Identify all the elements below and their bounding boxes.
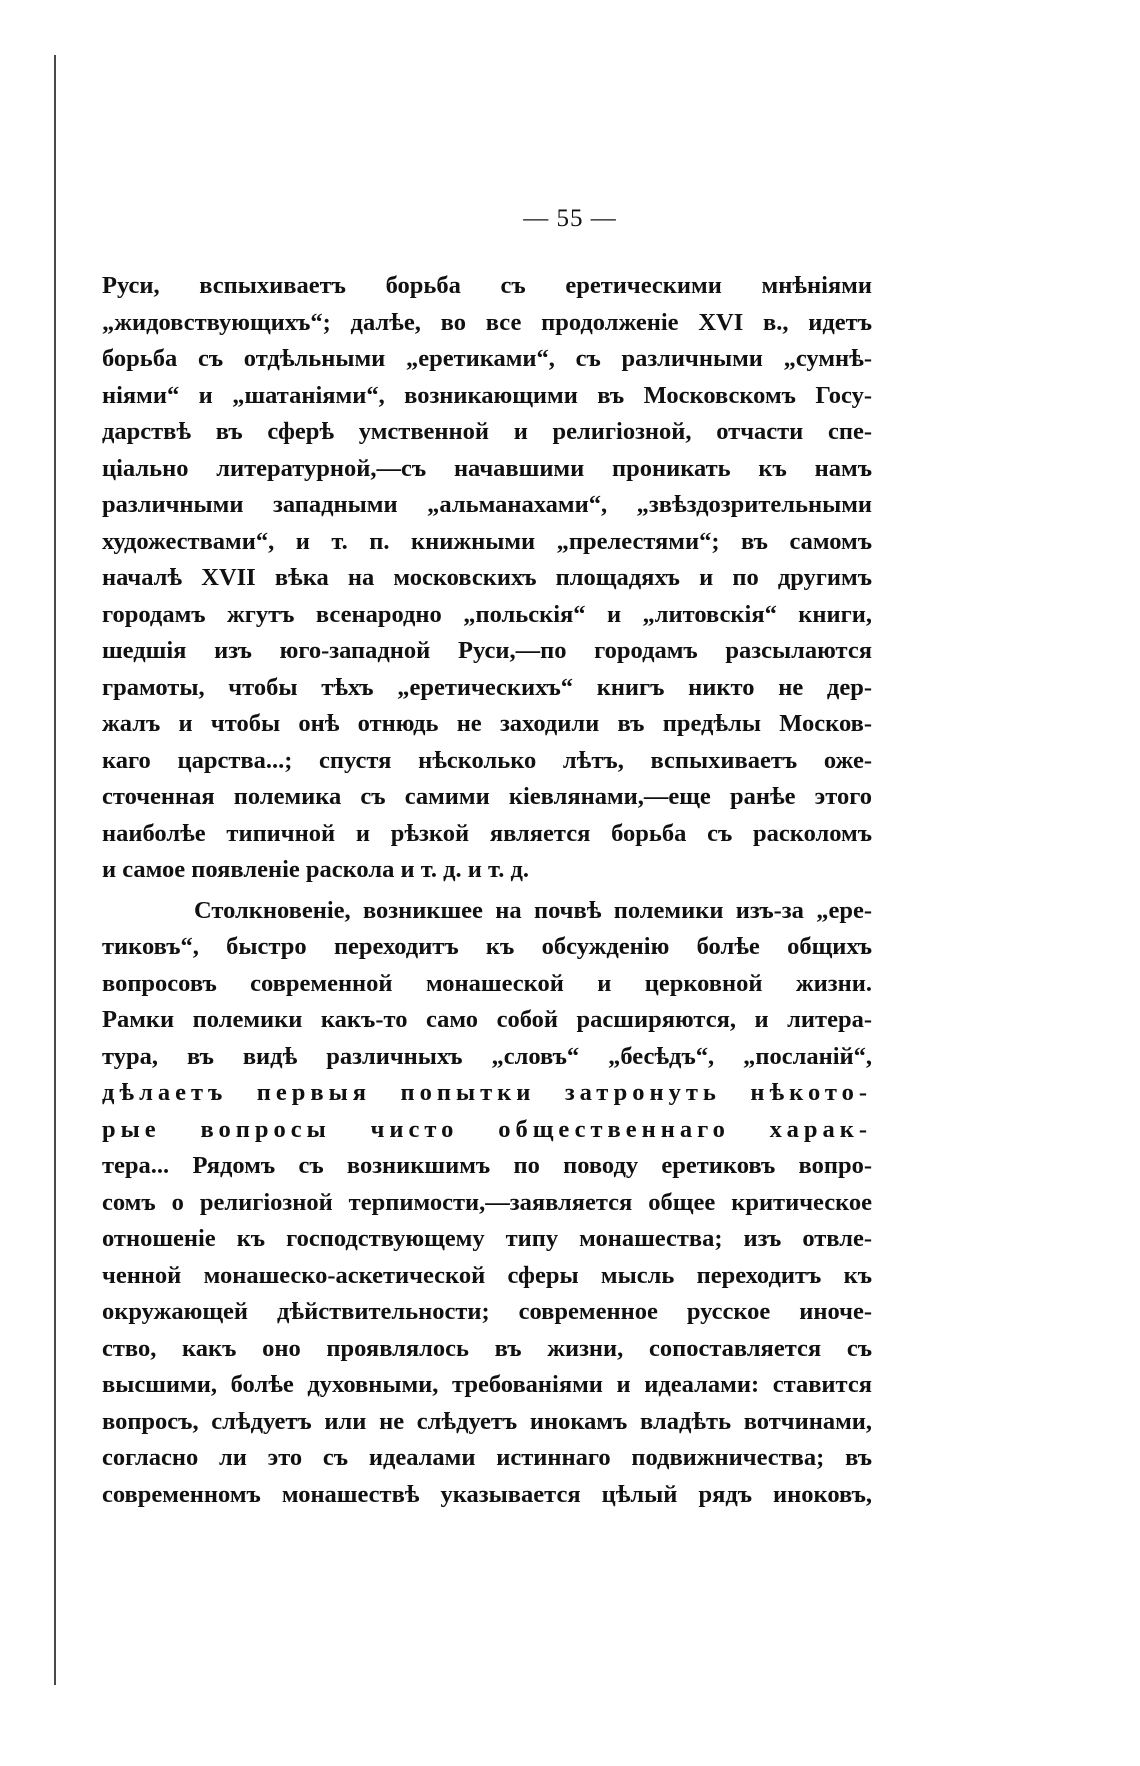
- text-line: Рамки полемики какъ-то само собой расширяются, и литера-: [102, 1006, 872, 1033]
- text-line: ченной монашеско-аскетической сферы мысль переходитъ къ: [102, 1261, 872, 1289]
- text-line: каго царства...; спустя нѣсколько лѣтъ, вспыхиваетъ оже-: [102, 746, 872, 774]
- text-line: борьба съ отдѣльными „еретиками“, съ различными „сумнѣ-: [102, 345, 872, 372]
- text-line: Руси, вспыхиваетъ борьба съ еретическими мнѣніями: [102, 272, 872, 299]
- text-line: художествами“, и т. п. книжными „прелестями“; въ самомъ: [102, 527, 872, 555]
- text-line: и самое появленіе раскола и т. д. и т. д.: [102, 856, 530, 883]
- page-number: — 55 —: [523, 205, 617, 232]
- text-line: „жидовствующихъ“; далѣе, во все продолженіе XVI в., идетъ: [102, 308, 872, 336]
- text-line: различными западными „альманахами“, „звѣздозрительными: [102, 491, 872, 518]
- text-line: шедшія изъ юго-западной Руси,—по городамъ разсылаются: [102, 637, 872, 664]
- text-line: рые вопросы чисто общественнаго харак-: [102, 1115, 872, 1143]
- text-line: тиковъ“, быстро переходитъ къ обсужденію болѣе общихъ: [102, 933, 872, 960]
- text-line: тера... Рядомъ съ возникшимъ по поводу еретиковъ вопро-: [102, 1152, 872, 1179]
- text-line: городамъ жгутъ всенародно „польскія“ и „литовскія“ книги,: [102, 600, 872, 628]
- text-line: дѣлаетъ первыя попытки затронуть нѣкото-: [102, 1079, 872, 1106]
- text-line: сточенная полемика съ самими кіевлянами,—еще ранѣе этого: [102, 783, 872, 810]
- text-line: вопросъ, слѣдуетъ или не слѣдуетъ инокамъ владѣть вотчинами,: [102, 1407, 872, 1435]
- text-line: согласно ли это съ идеалами истиннаго подвижничества; въ: [102, 1444, 872, 1471]
- text-line: окружающей дѣйствительности; современное русское иноче-: [102, 1298, 872, 1325]
- body-text: [102, 268, 872, 1513]
- text-line: отношеніе къ господствующему типу монашества; изъ отвле-: [102, 1225, 872, 1252]
- text-line: современномъ монашествѣ указывается цѣлый рядъ иноковъ,: [102, 1480, 872, 1508]
- text-line: тура, въ видѣ различныхъ „словъ“ „бесѣдъ“, „посланій“,: [102, 1042, 872, 1070]
- text-line: ціально литературной,—съ начавшими проникать къ намъ: [102, 454, 872, 482]
- text-line: ніями“ и „шатаніями“, возникающими въ Московскомъ Госу-: [102, 381, 872, 409]
- text-line: ство, какъ оно проявлялось въ жизни, сопоставляется съ: [102, 1334, 872, 1362]
- text-line: дарствѣ въ сферѣ умственной и религіозной, отчасти спе-: [102, 418, 872, 445]
- text-line: жалъ и чтобы онѣ отнюдь не заходили въ предѣлы Москов-: [102, 710, 872, 737]
- text-line: высшими, болѣе духовными, требованіями и идеалами: ставится: [102, 1371, 872, 1398]
- text-line: началѣ XVII вѣка на московскихъ площадяхъ и по другимъ: [102, 564, 872, 591]
- text-line: сомъ о религіозной терпимости,—заявляется общее критическое: [102, 1188, 872, 1216]
- text-line: Столкновеніе, возникшее на почвѣ полемики изъ-за „ере-: [194, 896, 872, 924]
- text-line: грамоты, чтобы тѣхъ „еретическихъ“ книгъ никто не дер-: [102, 673, 872, 701]
- text-line: вопросовъ современной монашеской и церковной жизни.: [102, 969, 872, 997]
- binding-edge-line: [54, 55, 56, 1685]
- text-line: наиболѣе типичной и рѣзкой является борьба съ расколомъ: [102, 819, 872, 847]
